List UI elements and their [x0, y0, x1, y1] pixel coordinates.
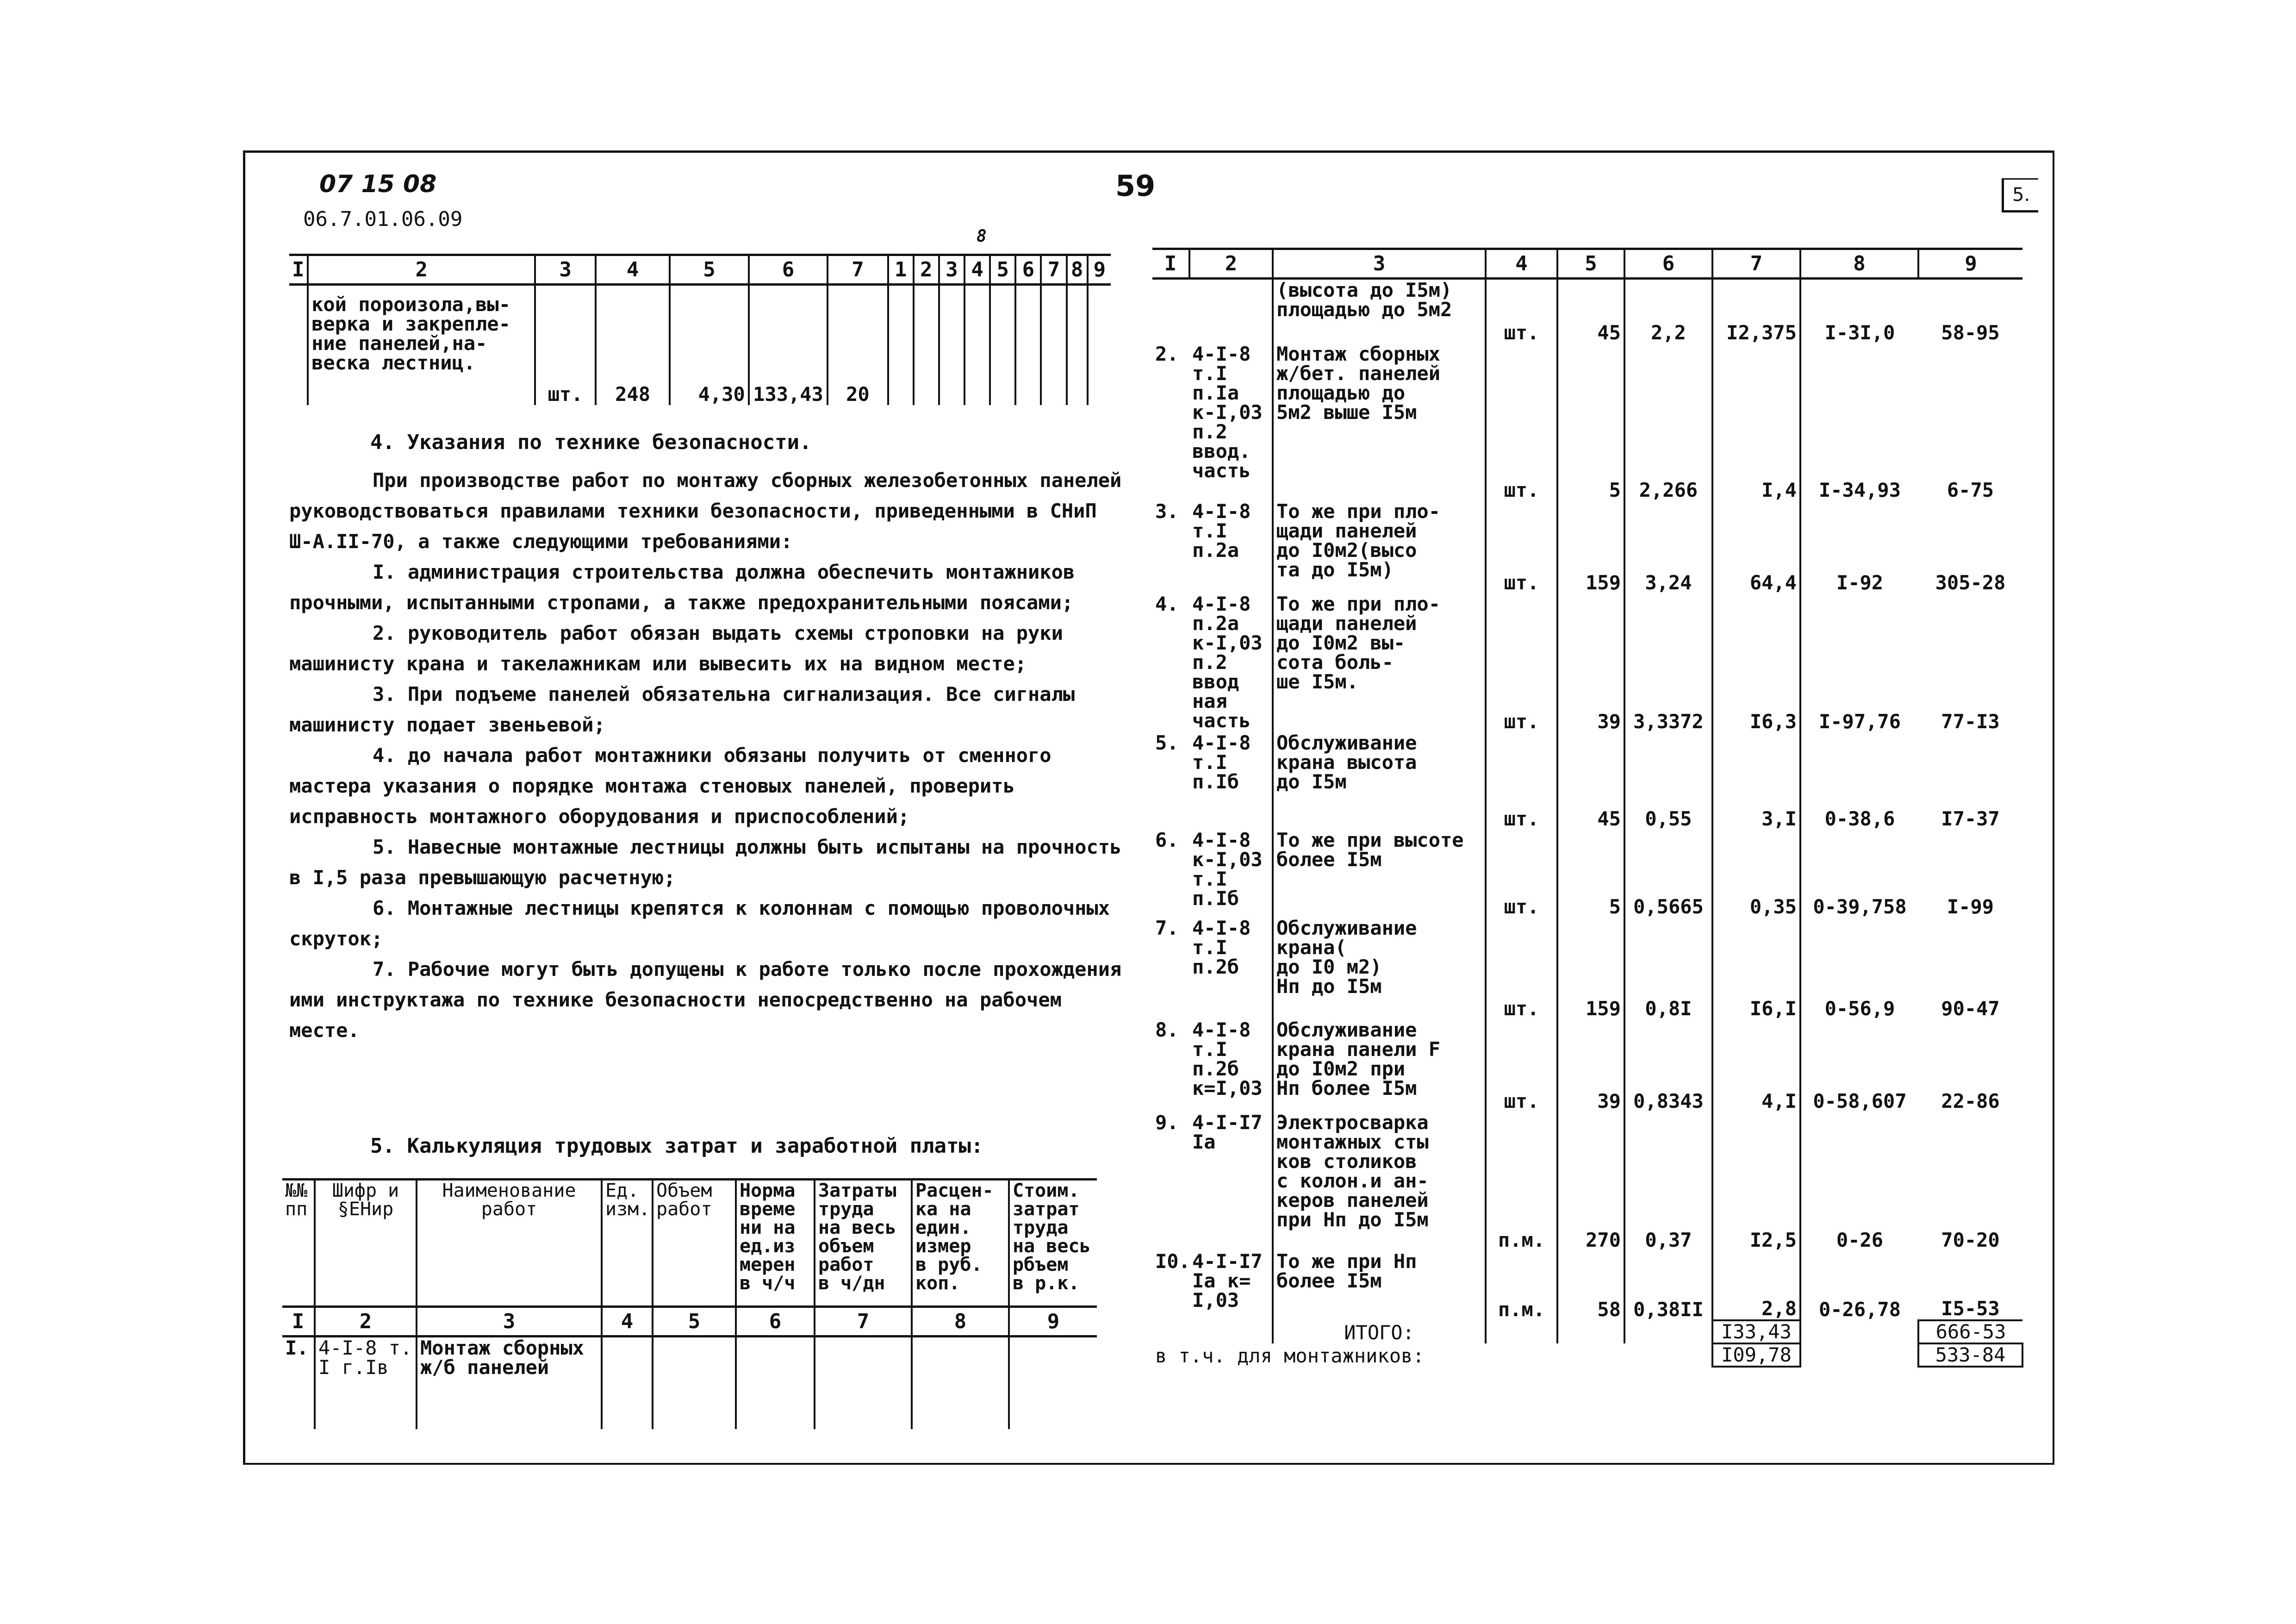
volume-cell: 248 [596, 285, 670, 405]
cost-cell: 70-20 [1941, 1228, 2000, 1251]
work-name-cell: (высота до I5м) площадью до 5м2 [1273, 279, 1486, 344]
header-cell: 9 [1088, 255, 1111, 285]
header-cell: Шифр и §ЕНир [315, 1180, 417, 1307]
page-number: 59 [1115, 169, 1156, 203]
unit-cell: шт. [1486, 593, 1557, 732]
labor-cell: I2,375 [1712, 279, 1800, 344]
safety-item: 6. Монтажные лестницы крепятся к колоннам с помощью проволочных скруток; [289, 897, 1110, 950]
rate-cell: I-34,93 [1818, 478, 1901, 501]
rate-cell: 0-26 [1836, 1228, 1884, 1251]
code-cell: 4-I-8 т.I п.Iа к-I,03 п.2 ввод. часть [1189, 344, 1273, 501]
safety-item: 7. Рабочие могут быть допущены к работе только после прохождения ими инструктажа по технике безопасности непосредственно на рабочем месте. [289, 958, 1122, 1042]
norm-cell: 2,266 [1624, 344, 1712, 501]
cost-cell: 6-75 [1947, 478, 1994, 501]
volume-cell: 159 [1557, 501, 1624, 593]
table-row [1152, 501, 2022, 593]
norm-cell: 0,5665 [1624, 830, 1712, 918]
code-cell: 4-I-8 т.I п.2б к=I,03 [1189, 1019, 1273, 1112]
labor-cell: 2,8 [1712, 1251, 1800, 1320]
row-number [1152, 279, 1189, 344]
labor-cell: I2,5 [1712, 1112, 1800, 1251]
volume-cell: 39 [1557, 593, 1624, 732]
cost-cell: 90-47 [1941, 997, 2000, 1020]
header-cell: I [282, 1307, 315, 1337]
rate-cell: I-97,76 [1818, 710, 1901, 733]
header-cell: Наименование работ [417, 1180, 602, 1307]
norm-cell: 3,24 [1624, 501, 1712, 593]
code-cell: 4-I-8 к-I,03 т.I п.Iб [1189, 830, 1273, 918]
row-number: 3. [1155, 500, 1179, 523]
header-cell: 3 [1273, 249, 1486, 279]
section-5-heading: 5. Калькуляция трудовых затрат и заработной платы: [370, 1134, 983, 1158]
section-4-intro: При производстве работ по монтажу сборных железобетонных панелей руководствоваться правилами техники безопасности, приведенными в СНиП Ш-А.II-70, а также следующими требованиями: [289, 469, 1122, 553]
unit-cell: шт. [1486, 732, 1557, 830]
safety-item: 3. При подъеме панелей обязательна сигнализация. Все сигналы машинисту подает звеньевой; [289, 683, 1075, 736]
total-row [1152, 1320, 2022, 1343]
header-cell: 8 [1067, 255, 1088, 285]
row-number: 9. [1155, 1111, 1179, 1134]
header-cell: 2 [914, 255, 939, 285]
cost-cell: I5-53 [1941, 1297, 2000, 1320]
code-cell: 4-I-8 т.I п.Iб [1189, 732, 1273, 830]
handwritten-code: 07 15 08 [319, 170, 437, 198]
header-cell: 8 [912, 1307, 1009, 1337]
header-cell: 9 [1009, 1307, 1097, 1337]
top-left-header-row [289, 255, 1111, 285]
work-name-cell: То же при высоте более I5м [1273, 830, 1486, 918]
section-4-heading: 4. Указания по технике безопасности. [370, 431, 812, 454]
header-cell: Затраты труда на весь объем работ в ч/дн [815, 1180, 912, 1307]
volume-cell: 45 [1557, 732, 1624, 830]
right-table-body [1152, 279, 2022, 1320]
row-number: 2. [1155, 342, 1179, 365]
header-cell: 5 [1557, 249, 1624, 279]
table-row [1152, 1112, 2022, 1251]
norm-cell: 0,8343 [1624, 1019, 1712, 1112]
header-cell: I [1152, 249, 1189, 279]
labor-cell: 0,35 [1712, 830, 1800, 918]
unit-cell: шт. [1486, 344, 1557, 501]
labor-cell: I,4 [1712, 344, 1800, 501]
work-name-cell: Монтаж сборных ж/б панелей [417, 1337, 602, 1429]
column-mark: 8 [977, 227, 987, 246]
code-cell: 4-I-8 т.I п.2а [1189, 501, 1273, 593]
labor-cell: 133,43 [749, 285, 828, 405]
table-row [1152, 344, 2022, 501]
labor-cell: 64,4 [1712, 501, 1800, 593]
work-name-cell: Обслуживание крана панели F до I0м2 при Hп более I5м [1273, 1019, 1486, 1112]
cost-cell: I-99 [1947, 895, 1994, 918]
header-cell: 4 [596, 255, 670, 285]
table-row [1152, 918, 2022, 1019]
code-cell [1189, 279, 1273, 344]
norm-cell: 0,8I [1624, 918, 1712, 1019]
code-cell: 4-I-8 п.2а к-I,03 п.2 ввод ная часть [1189, 593, 1273, 732]
table-row [1152, 1251, 2022, 1320]
rate-cell: 0-58,607 [1813, 1089, 1907, 1112]
volume-cell: 58 [1557, 1251, 1624, 1320]
cost-cell: 77-I3 [1941, 710, 2000, 733]
header-cell: I [289, 255, 308, 285]
header-cell: 2 [308, 255, 535, 285]
header-cell: 3 [939, 255, 964, 285]
header-cell: 2 [315, 1307, 417, 1337]
cost-cell: 22-86 [1941, 1089, 2000, 1112]
rate-cell: 0-38,6 [1824, 807, 1895, 830]
volume-cell: 159 [1557, 918, 1624, 1019]
norm-cell: 3,3372 [1624, 593, 1712, 732]
header-cell: 7 [1712, 249, 1800, 279]
row-number: 5. [1155, 731, 1179, 754]
corner-badge: 5. [2002, 178, 2038, 212]
installers-label: в т.ч. для монтажников: [1155, 1344, 1425, 1367]
work-name-cell: кой пороизола,вы- верка и закрепле- ние панелей,на- веска лестниц. [308, 285, 535, 405]
rate-cell: 0-26,78 [1818, 1298, 1901, 1321]
volume-cell: 39 [1557, 1019, 1624, 1112]
unit-cell: шт. [1486, 501, 1557, 593]
calculation-table [282, 1178, 1097, 1429]
header-cell: 3 [535, 255, 595, 285]
volume-cell: 270 [1557, 1112, 1624, 1251]
total-label: ИТОГО: [1273, 1320, 1486, 1343]
work-name-cell: Монтаж сборных ж/бет. панелей площадью до 5м2 выше I5м [1273, 344, 1486, 501]
installers-labor: I09,78 [1712, 1343, 1800, 1367]
section-4-text [289, 465, 1122, 1046]
row-number: I0. [1155, 1249, 1190, 1273]
row-number: 8. [1155, 1018, 1179, 1041]
row-number: I. [282, 1337, 315, 1429]
header-cell: 6 [1624, 249, 1712, 279]
header-cell: 9 [1918, 249, 2022, 279]
installers-cost: 533-84 [1918, 1343, 2022, 1367]
calc-number-row [282, 1307, 1097, 1337]
header-cell: №№ пп [282, 1180, 315, 1307]
table-row [1152, 732, 2022, 830]
table-row [282, 1337, 1097, 1429]
volume-cell: 45 [1557, 279, 1624, 344]
safety-item: I. администрация строительства должна обеспечить монтажников прочными, испытанными стропами, а также предохранительными поясами; [289, 561, 1075, 614]
header-cell: 5 [990, 255, 1015, 285]
unit-cell: шт. [1486, 830, 1557, 918]
unit-cell: шт. [1486, 918, 1557, 1019]
header-cell: 2 [1189, 249, 1273, 279]
work-name-cell: Обслуживание крана высота до I5м [1273, 732, 1486, 830]
installers-row [1152, 1343, 2022, 1367]
volume-cell: 5 [1557, 830, 1624, 918]
table-row [1152, 279, 2022, 344]
rate-cell: 20 [828, 285, 888, 405]
unit-cell: п.м. [1486, 1112, 1557, 1251]
header-cell: 6 [736, 1307, 815, 1337]
labor-cell: I6,I [1712, 918, 1800, 1019]
header-cell: 5 [653, 1307, 736, 1337]
right-calculation-table [1152, 248, 2023, 1368]
row-number: 6. [1155, 828, 1179, 851]
header-cell: Ед. изм. [602, 1180, 653, 1307]
header-cell: 5 [670, 255, 748, 285]
right-header-row [1152, 249, 2022, 279]
labor-cell: I6,3 [1712, 593, 1800, 732]
code-cell: 4-I-8 т. I г.Iв [315, 1337, 417, 1429]
work-name-cell: Обслуживание крана( до I0 м2) Hп до I5м [1273, 918, 1486, 1019]
rate-cell: I-92 [1836, 571, 1884, 594]
header-cell: 4 [602, 1307, 653, 1337]
code-cell: 4-I-I7 Iа [1189, 1112, 1273, 1251]
header-cell: Норма време ни на ед.из мерен в ч/ч [736, 1180, 815, 1307]
work-name-cell: То же при пло- щади панелей до I0м2(высо та до I5м) [1273, 501, 1486, 593]
total-cost: 666-53 [1918, 1320, 2022, 1343]
work-name-cell: То же при пло- щади панелей до I0м2 вы- сота боль- ше I5м. [1273, 593, 1486, 732]
cost-cell: I7-37 [1941, 807, 2000, 830]
table-row [1152, 593, 2022, 732]
unit-cell: п.м. [1486, 1251, 1557, 1320]
rate-cell: I-3I,0 [1824, 321, 1895, 344]
norm-cell: 2,2 [1624, 279, 1712, 344]
safety-item: 2. руководитель работ обязан выдать схемы строповки на руки машинисту крана и такелажникам или вывесить их на видном месте; [289, 622, 1063, 675]
table-row [1152, 1019, 2022, 1112]
norm-cell: 4,30 [670, 285, 748, 405]
row-number: 4. [1155, 592, 1179, 615]
unit-cell: шт. [1486, 279, 1557, 344]
unit-cell: шт. [1486, 1019, 1557, 1112]
code-cell: 4-I-I7 Iа к= I,03 [1189, 1251, 1273, 1320]
work-name-cell: Электросварка монтажных сты ков столиков с колон.и ан- керов панелей при Hп до I5м [1273, 1112, 1486, 1251]
header-cell: 1 [888, 255, 914, 285]
row-number: 7. [1155, 916, 1179, 939]
work-name-cell: То же при Hп более I5м [1273, 1251, 1486, 1320]
table-row [289, 285, 1111, 405]
rate-cell: 0-39,758 [1813, 895, 1907, 918]
total-labor: I33,43 [1712, 1320, 1800, 1343]
header-cell: 7 [1041, 255, 1066, 285]
header-cell: 6 [749, 255, 828, 285]
header-cell: Расцен- ка на един. измер в руб. коп. [912, 1180, 1009, 1307]
document-code: 06.7.01.06.09 [303, 207, 463, 231]
labor-cell: 3,I [1712, 732, 1800, 830]
norm-cell: 0,37 [1624, 1112, 1712, 1251]
code-cell: 4-I-8 т.I п.2б [1189, 918, 1273, 1019]
header-cell: 7 [828, 255, 888, 285]
header-cell: 4 [1486, 249, 1557, 279]
cost-cell: 58-95 [1941, 321, 2000, 344]
norm-cell: 0,38II [1624, 1251, 1712, 1320]
calc-header-row [282, 1180, 1097, 1307]
safety-item: 5. Навесные монтажные лестницы должны быть испытаны на прочность в I,5 раза превышающую расчетную; [289, 836, 1122, 889]
header-cell: 3 [417, 1307, 602, 1337]
header-cell: Стоим. затрат труда на весь рбъем в р.к. [1013, 1180, 1091, 1294]
table-row [1152, 830, 2022, 918]
top-left-table [289, 254, 1111, 405]
safety-item: 4. до начала работ монтажники обязаны получить от сменного мастера указания о порядке монтажа стеновых панелей, проверить исправность монтажного оборудования и приспособлений; [289, 744, 1052, 828]
header-cell: 8 [1800, 249, 1918, 279]
rate-cell: 0-56,9 [1824, 997, 1895, 1020]
header-cell: 6 [1015, 255, 1041, 285]
labor-cell: 4,I [1712, 1019, 1800, 1112]
norm-cell: 0,55 [1624, 732, 1712, 830]
header-cell: 7 [815, 1307, 912, 1337]
cost-cell: 305-28 [1935, 571, 2006, 594]
volume-cell: 5 [1557, 344, 1624, 501]
header-cell: 4 [964, 255, 990, 285]
header-cell: Объем работ [653, 1180, 736, 1307]
unit-cell: шт. [535, 285, 595, 405]
